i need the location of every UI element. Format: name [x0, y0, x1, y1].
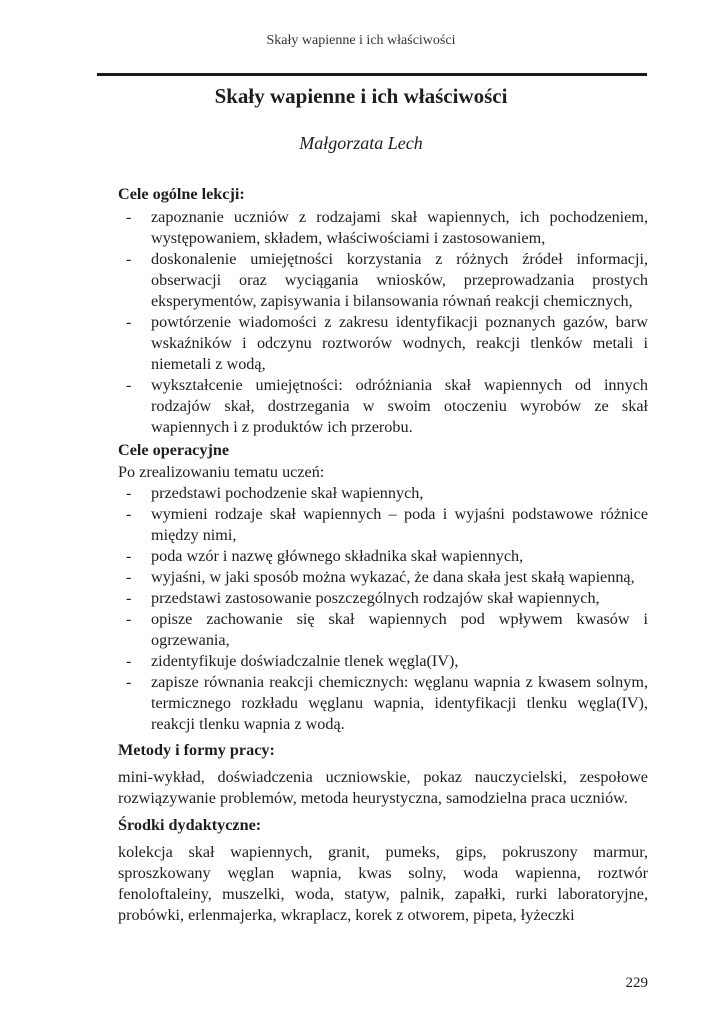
- list-item: - doskonalenie umiejętności korzystania z różnych źródeł informacji, obserwacji oraz wyciągania wniosków, przeprowadzania prostych eksperymentów, zapisywania i bilansowania równań reakcji chemicznych,: [118, 249, 648, 312]
- methods-text: mini-wykład, doświadczenia uczniowskie, pokaz nauczycielski, zespołowe rozwiązywanie problemów, metoda heurystyczna, samodzielna praca uczniów.: [118, 768, 648, 807]
- list-item: - zapisze równania reakcji chemicznych: węglanu wapnia z kwasem solnym, termicznego rozkładu węglanu wapnia, identyfikacji tlenku węgla(IV), reakcji tlenku wapnia z wodą.: [118, 672, 648, 735]
- header-rule: [97, 73, 647, 76]
- list-item: - przedstawi zastosowanie poszczególnych rodzajów skał wapiennych,: [118, 588, 648, 609]
- list-item: - wymieni rodzaje skał wapiennych – poda i wyjaśni podstawowe różnice między nimi,: [118, 504, 648, 546]
- list-item: - opisze zachowanie się skał wapiennych pod wpływem kwasów i ogrzewania,: [118, 609, 648, 651]
- page-title: Skały wapienne i ich właściwości: [214, 84, 508, 108]
- list-item: - poda wzór i nazwę głównego składnika skał wapiennych,: [118, 546, 648, 567]
- list-item: - wykształcenie umiejętności: odróżniania skał wapiennych od innych rodzajów skał, dostrzegania w swoim otoczeniu wyrobów ze skał wapiennych i z produktów ich przerobu.: [118, 375, 648, 438]
- general-goals-list: [118, 207, 648, 438]
- operational-goals-intro: Po zrealizowaniu tematu uczeń:: [118, 463, 325, 481]
- list-item: - powtórzenie wiadomości z zakresu identyfikacji poznanych gazów, barw wskaźników i odczynu roztworów wodnych, reakcji tlenków metali i niemetali z wodą,: [118, 312, 648, 375]
- article-body: [118, 184, 648, 926]
- teaching-aids-text: kolekcja skał wapiennych, granit, pumeks, gips, pokruszony marmur, sproszkowany węglan wapnia, kwas solny, woda wapienna, roztwór fenoloftaleiny, muszelki, woda, statyw, palnik, zapałki, rurki laboratoryjne, probówki, erlenmajerka, wkraplacz, korek z otworem, pipeta, łyżeczki: [118, 843, 648, 924]
- list-item: - wyjaśni, w jaki sposób można wykazać, że dana skała jest skałą wapienną,: [118, 567, 648, 588]
- operational-goals-list: [118, 483, 648, 735]
- methods-heading: Metody i formy pracy:: [118, 741, 275, 759]
- author-name: Małgorzata Lech: [299, 133, 423, 153]
- operational-goals-heading: Cele operacyjne: [118, 441, 230, 459]
- running-head: Skały wapienne i ich właściwości: [266, 33, 456, 48]
- teaching-aids-heading: Środki dydaktyczne:: [118, 816, 262, 834]
- list-item: - przedstawi pochodzenie skał wapiennych,: [118, 483, 648, 504]
- page-number: 229: [625, 975, 648, 991]
- list-item: - zidentyfikuje doświadczalnie tlenek węgla(IV),: [118, 651, 648, 672]
- list-item: - zapoznanie uczniów z rodzajami skał wapiennych, ich pochodzeniem, występowaniem, składem, właściwościami i zastosowaniem,: [118, 207, 648, 249]
- general-goals-heading: Cele ogólne lekcji:: [118, 185, 245, 203]
